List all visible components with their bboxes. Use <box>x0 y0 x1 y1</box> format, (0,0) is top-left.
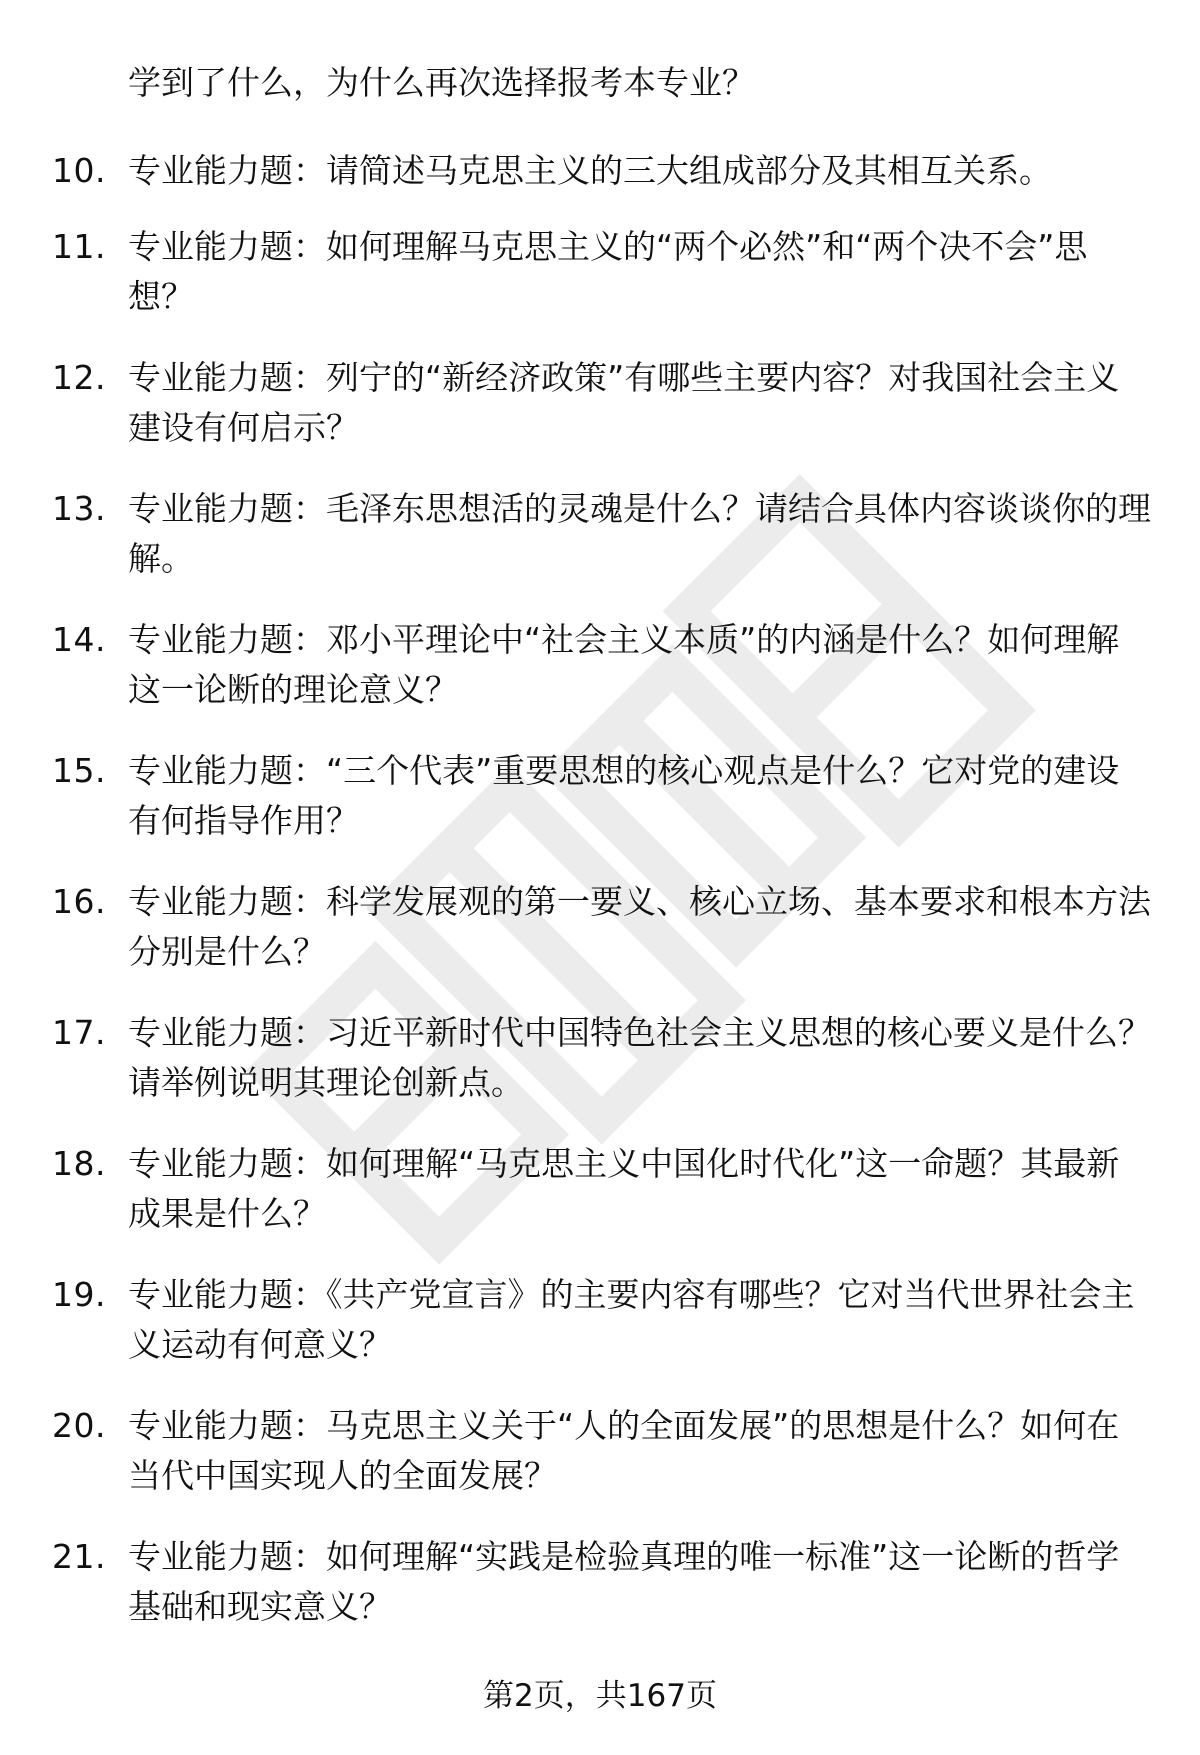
question-text: 专业能力题：科学发展观的第一要义、核心立场、基本要求和根本方法分别是什么？ <box>128 882 1151 971</box>
question-list <box>52 146 1152 1642</box>
question-item <box>52 1401 1152 1532</box>
question-text: 专业能力题：习近平新时代中国特色社会主义思想的核心要义是什么？请举例说明其理论创新点。 <box>128 1013 1151 1102</box>
question-text: 专业能力题：邓小平理论中“社会主义本质”的内涵是什么？如何理解这一论断的理论意义？ <box>128 620 1120 709</box>
question-text: 专业能力题：《共产党宣言》的主要内容有哪些？它对当代世界社会主义运动有何意义？ <box>128 1275 1135 1364</box>
question-number: 18. <box>52 1144 106 1183</box>
question-item <box>52 877 1152 1008</box>
question-item <box>52 615 1152 746</box>
question-item <box>52 1532 1152 1642</box>
question-item <box>52 222 1152 353</box>
question-number: 10. <box>52 151 106 190</box>
question-text: 专业能力题：“三个代表”重要思想的核心观点是什么？它对党的建设有何指导作用？ <box>128 751 1120 840</box>
question-number: 11. <box>52 227 106 266</box>
question-item <box>52 1008 1152 1139</box>
question-item <box>52 746 1152 877</box>
question-number: 13. <box>52 489 106 528</box>
question-text: 专业能力题：毛泽东思想活的灵魂是什么？请结合具体内容谈谈你的理解。 <box>128 489 1151 578</box>
page-number-label: 第2页，共167页 <box>483 1678 717 1714</box>
question-item <box>52 484 1152 615</box>
question-number: 20. <box>52 1406 106 1445</box>
question-item <box>52 1139 1152 1270</box>
question-text: 专业能力题：如何理解“马克思主义中国化时代化”这一命题？其最新成果是什么？ <box>128 1144 1120 1233</box>
question-text: 专业能力题：如何理解马克思主义的“两个必然”和“两个决不会”思想？ <box>128 227 1088 316</box>
question-number: 19. <box>52 1275 106 1314</box>
question-number: 12. <box>52 358 106 397</box>
question-text: 专业能力题：马克思主义关于“人的全面发展”的思想是什么？如何在当代中国实现人的全面发展？ <box>128 1406 1120 1495</box>
question-number: 14. <box>52 620 106 659</box>
question-number: 16. <box>52 882 106 921</box>
question-item <box>52 1270 1152 1401</box>
question-item <box>52 146 1152 222</box>
page-footer <box>0 1676 1200 1716</box>
question-item <box>52 353 1152 484</box>
question-text: 专业能力题：列宁的“新经济政策”有哪些主要内容？对我国社会主义建设有何启示？ <box>128 358 1120 447</box>
continuation-text: 学到了什么，为什么再次选择报考本专业？ <box>128 63 755 102</box>
question-text: 专业能力题：如何理解“实践是检验真理的唯一标准”这一论断的哲学基础和现实意义？ <box>128 1537 1120 1626</box>
question-number: 17. <box>52 1013 106 1052</box>
question-text: 专业能力题：请简述马克思主义的三大组成部分及其相互关系。 <box>128 151 1052 190</box>
question-number: 15. <box>52 751 106 790</box>
question-number: 21. <box>52 1537 106 1576</box>
